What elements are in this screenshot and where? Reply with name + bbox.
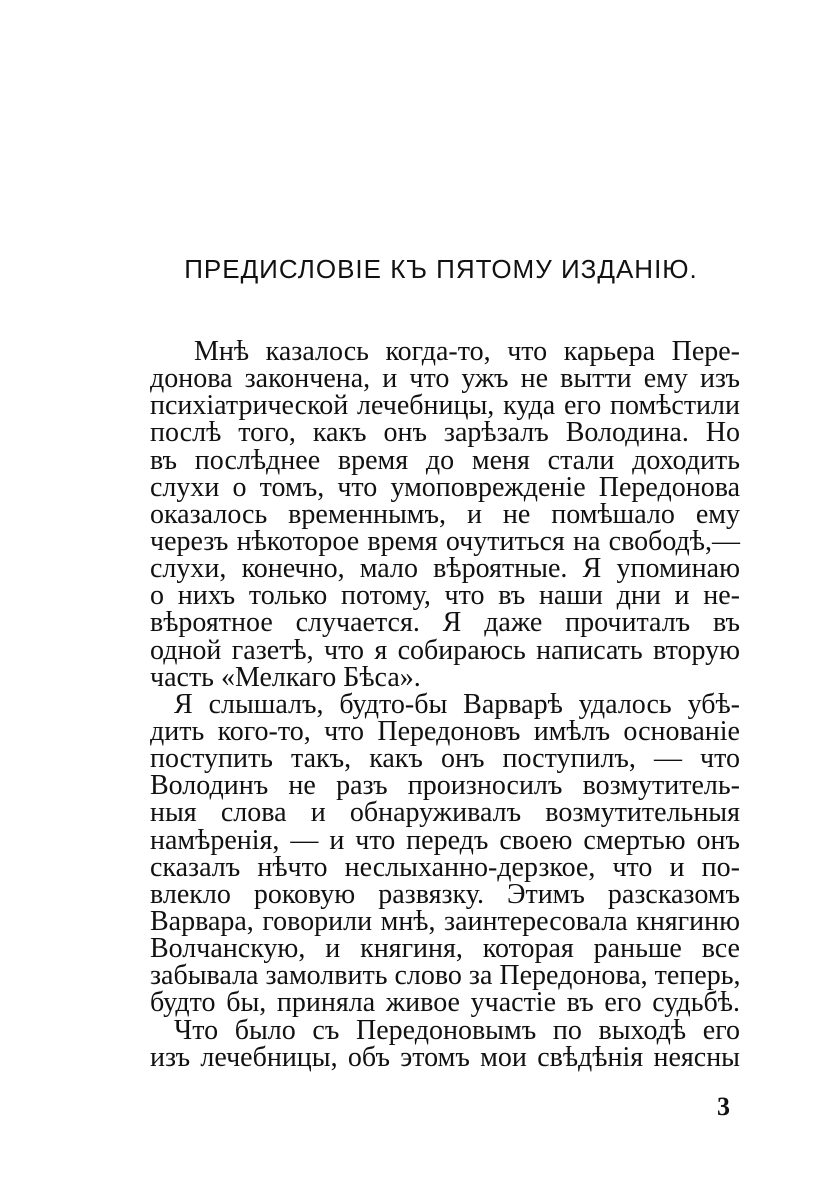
page-title: ПРЕДИСЛОВІЕ КЪ ПЯТОМУ ИЗДАНІЮ. — [184, 254, 698, 284]
text-line: сказалъ нѣчто неслыханно-дерзкое, что и по- — [150, 851, 740, 883]
text-line: Что было съ Передоновымъ по выходѣ его — [174, 1014, 740, 1046]
text-line: слухи, конечно, мало вѣроятные. Я упоминаю — [150, 553, 740, 585]
text-line: послѣ того, какъ онъ зарѣзалъ Володина. Но — [150, 417, 740, 449]
text-line: психіатрической лечебницы, куда его помѣстили — [150, 390, 740, 422]
text-line: донова закончена, и что ужъ не вытти ему изъ — [150, 363, 740, 395]
text-line: поступить такъ, какъ онъ поступилъ, — что — [150, 743, 740, 775]
text-line: слухи о томъ, что умоповрежденіе Передонова — [150, 471, 740, 503]
text-line: Володинъ не разъ произносилъ возмутитель- — [150, 770, 740, 802]
text-line: дить кого-то, что Передоновъ имѣлъ основаніе — [150, 715, 740, 747]
text-line: Волчанскую, и княгиня, которая раньше все — [150, 933, 740, 965]
text-line: Варвара, говорили мнѣ, заинтересовала княгиню — [150, 905, 740, 937]
text-line: оказалось временнымъ, и не помѣшало ему — [150, 498, 740, 530]
text-line: одной газетѣ, что я собираюсь написать вторую — [150, 634, 740, 666]
page-number: 3 — [717, 1092, 730, 1121]
text-line: будто бы, приняла живое участіе въ его судьбѣ. — [150, 987, 740, 1019]
text-line: забывала замолвить слово за Передонова, теперь, — [150, 960, 741, 992]
text-line: намѣренія, — и что передъ своею смертью онъ — [150, 824, 740, 856]
text-line: Я слышалъ, будто-бы Варварѣ удалось убѣ- — [174, 688, 740, 720]
text-line: вѣроятное случается. Я даже прочиталъ въ — [150, 607, 740, 639]
text-line: ныя слова и обнаруживалъ возмутительныя — [150, 797, 740, 829]
text-line: о нихъ только потому, что въ наши дни и не- — [150, 580, 740, 612]
text-line: изъ лечебницы, объ этомъ мои свѣдѣнія неясны — [150, 1041, 740, 1073]
text-line: часть «Мелкаго Бѣса». — [150, 661, 421, 693]
text-line: черезъ нѣкоторое время очутиться на свободѣ,— — [150, 525, 740, 557]
body-text — [150, 338, 740, 1071]
text-line: въ послѣднее время до меня стали доходить — [150, 444, 740, 476]
text-line: влекло роковую развязку. Этимъ разсказомъ — [150, 878, 740, 910]
text-line: Мнѣ казалось когда-то, что карьера Пере- — [194, 336, 740, 367]
